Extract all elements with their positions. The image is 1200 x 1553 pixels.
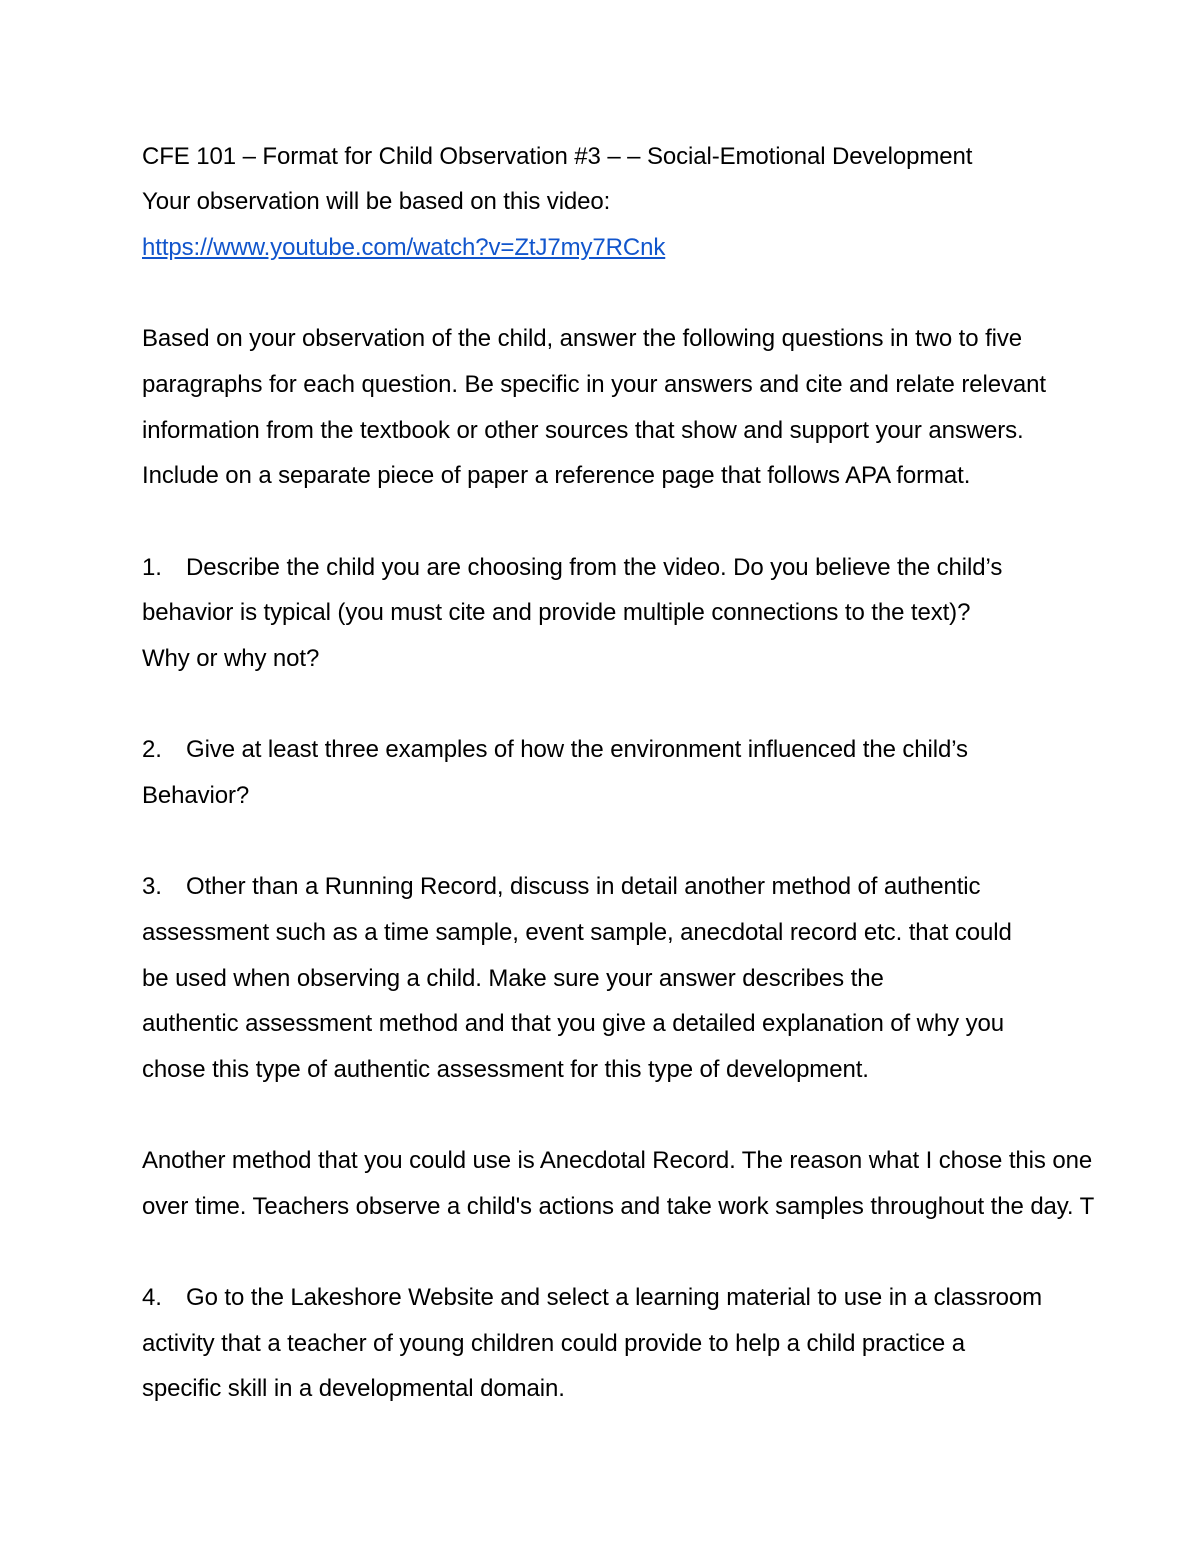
question-text: Behavior?	[142, 782, 250, 809]
question-text: Why or why not?	[142, 645, 320, 672]
question-text: chose this type of authentic assessment for this type of development.	[142, 1056, 869, 1083]
video-link[interactable]: https://www.youtube.com/watch?v=ZtJ7my7RCnk	[142, 234, 666, 261]
question-text: specific skill in a developmental domain.	[142, 1375, 565, 1402]
question-number: 2.	[142, 736, 162, 763]
answer-text: over time. Teachers observe a child's actions and take work samples throughout the day. T	[142, 1193, 1095, 1220]
question-text: be used when observing a child. Make sure your answer describes the	[142, 965, 884, 992]
instructions-line: Include on a separate piece of paper a reference page that follows APA format.	[142, 462, 971, 489]
question-text: activity that a teacher of young children could provide to help a child practice a	[142, 1330, 965, 1357]
question-1	[142, 553, 1002, 583]
question-text: Describe the child you are choosing from the video. Do you believe the child’s	[186, 554, 1003, 581]
question-text: Give at least three examples of how the environment influenced the child’s	[186, 736, 968, 763]
instructions-line: paragraphs for each question. Be specific in your answers and cite and relate relevant	[142, 371, 1046, 398]
video-intro-text: Your observation will be based on this video:	[142, 188, 611, 215]
question-2	[142, 735, 968, 765]
question-text: Other than a Running Record, discuss in detail another method of authentic	[186, 873, 981, 900]
answer-text: Another method that you could use is Anecdotal Record. The reason what I chose this one	[142, 1147, 1093, 1174]
question-number: 3.	[142, 873, 162, 900]
question-text: Go to the Lakeshore Website and select a learning material to use in a classroom	[186, 1284, 1043, 1311]
question-text: authentic assessment method and that you give a detailed explanation of why you	[142, 1010, 1004, 1037]
question-4	[142, 1283, 1042, 1313]
question-text: assessment such as a time sample, event sample, anecdotal record etc. that could	[142, 919, 1012, 946]
document-title: CFE 101 – Format for Child Observation #3 – – Social-Emotional Development	[142, 143, 973, 170]
question-number: 1.	[142, 554, 162, 581]
question-3	[142, 872, 980, 902]
question-number: 4.	[142, 1284, 162, 1311]
instructions-line: Based on your observation of the child, answer the following questions in two to five	[142, 325, 1023, 352]
question-text: behavior is typical (you must cite and provide multiple connections to the text)?	[142, 599, 971, 626]
instructions-line: information from the textbook or other sources that show and support your answers.	[142, 417, 1024, 444]
